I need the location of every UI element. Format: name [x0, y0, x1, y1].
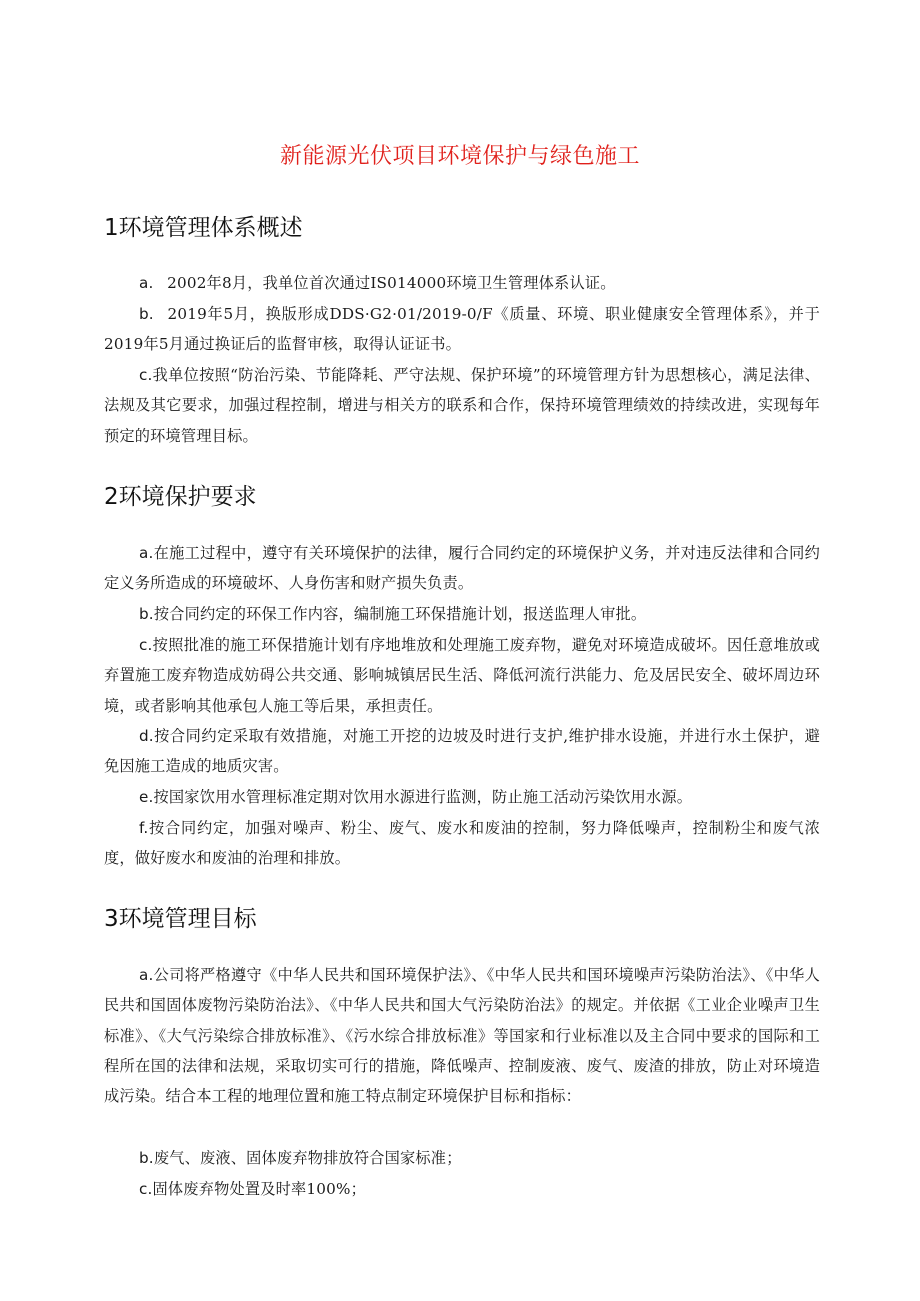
- paragraph-1b: [104, 299, 820, 360]
- paragraph-3c: [104, 1174, 820, 1204]
- paragraph-1c: [104, 360, 820, 451]
- paragraph-2b: [104, 599, 820, 629]
- paragraph-text: 按合同约定采取有效措施，对施工开挖的边坡及时进行支护,维护排水设施，并进行水土保护，避免因施工造成的地质灾害。: [104, 727, 820, 776]
- paragraph-label: b.: [138, 1149, 154, 1167]
- paragraph-3a: [104, 960, 820, 1111]
- paragraph-label: a.: [138, 274, 154, 292]
- paragraph-text: 固体废弃物处置及时率100%；: [152, 1180, 367, 1198]
- paragraph-label: a.: [138, 544, 154, 562]
- paragraph-text: 按合同约定的环保工作内容，编制施工环保措施计划，报送监理人审批。: [153, 605, 647, 623]
- paragraph-2d: [104, 721, 820, 782]
- paragraph-text: 2019年5月，换版形成DDS·G2·01/2019-0/F《质量、环境、职业健康安全管理体系》，并于2019年5月通过换证后的监督审核，取得认证证书。: [104, 305, 820, 354]
- paragraph-1a: [104, 268, 820, 298]
- paragraph-text: 按照批准的施工环保措施计划有序地堆放和处理施工废弃物，避免对环境造成破坏。因任意堆放或弃置施工废弃物造成妨碍公共交通、影响城镇居民生活、降低河流行洪能力、危及居民安全、破坏周边环境，或者影响其他承包人施工等后果，承担责任。: [104, 636, 820, 715]
- paragraph-label: f.: [138, 819, 149, 837]
- section-heading-1: 1环境管理体系概述: [104, 215, 303, 241]
- paragraph-text: 公司将严格遵守《中华人民共和国环境保护法》、《中华人民共和国环境噪声污染防治法》、《中华人民共和国固体废物污染防治法》、《中华人民共和国大气污染防治法》的规定。并依据《工业企业噪声卫生标准》、《大气污染综合排放标准》、《污水综合排放标准》等国家和行业标准以及主合同中要求的国际和工程所在国的法律和法规，采取切实可行的措施，降低噪声、控制废液、废气、废渣的排放，防止对环境造成污染。结合本工程的地理位置和施工特点制定环境保护目标和指标：: [104, 966, 820, 1106]
- paragraph-label: e.: [138, 788, 154, 806]
- paragraph-2a: [104, 538, 820, 599]
- paragraph-3b: [104, 1143, 820, 1173]
- paragraph-label: a.: [138, 966, 154, 984]
- document-title: 新能源光伏项目环境保护与绿色施工: [279, 144, 640, 169]
- paragraph-2f: [104, 813, 820, 874]
- section-heading-2: 2环境保护要求: [104, 484, 257, 510]
- paragraph-label: c.: [138, 1180, 153, 1198]
- paragraph-label: b.: [138, 305, 154, 323]
- paragraph-text: 废气、废液、固体废弃物排放符合国家标准；: [153, 1149, 462, 1167]
- paragraph-text: 2002年8月，我单位首次通过IS014000环境卫生管理体系认证。: [167, 274, 616, 292]
- paragraph-text: 按国家饮用水管理标准定期对饮用水源进行监测，防止施工活动污染饮用水源。: [153, 788, 693, 806]
- paragraph-label: d.: [138, 727, 154, 745]
- paragraph-2c: [104, 630, 820, 721]
- paragraph-label: c.: [138, 636, 153, 654]
- paragraph-2e: [104, 782, 820, 812]
- paragraph-text: 在施工过程中，遵守有关环境保护的法律，履行合同约定的环境保护义务，并对违反法律和合同约定义务所造成的环境破坏、人身伤害和财产损失负责。: [104, 544, 820, 593]
- section-heading-3: 3环境管理目标: [104, 906, 257, 932]
- paragraph-label: c.: [138, 366, 153, 384]
- paragraph-text: 我单位按照“防治污染、节能降耗、严守法规、保护环境”的环境管理方针为思想核心，满足法律、法规及其它要求，加强过程控制，增进与相关方的联系和合作，保持环境管理绩效的持续改进，实现每年预定的环境管理目标。: [104, 366, 820, 445]
- paragraph-text: 按合同约定，加强对噪声、粉尘、废气、废水和废油的控制，努力降低噪声，控制粉尘和废气浓度，做好废水和废油的治理和排放。: [104, 819, 820, 868]
- paragraph-label: b.: [138, 605, 154, 623]
